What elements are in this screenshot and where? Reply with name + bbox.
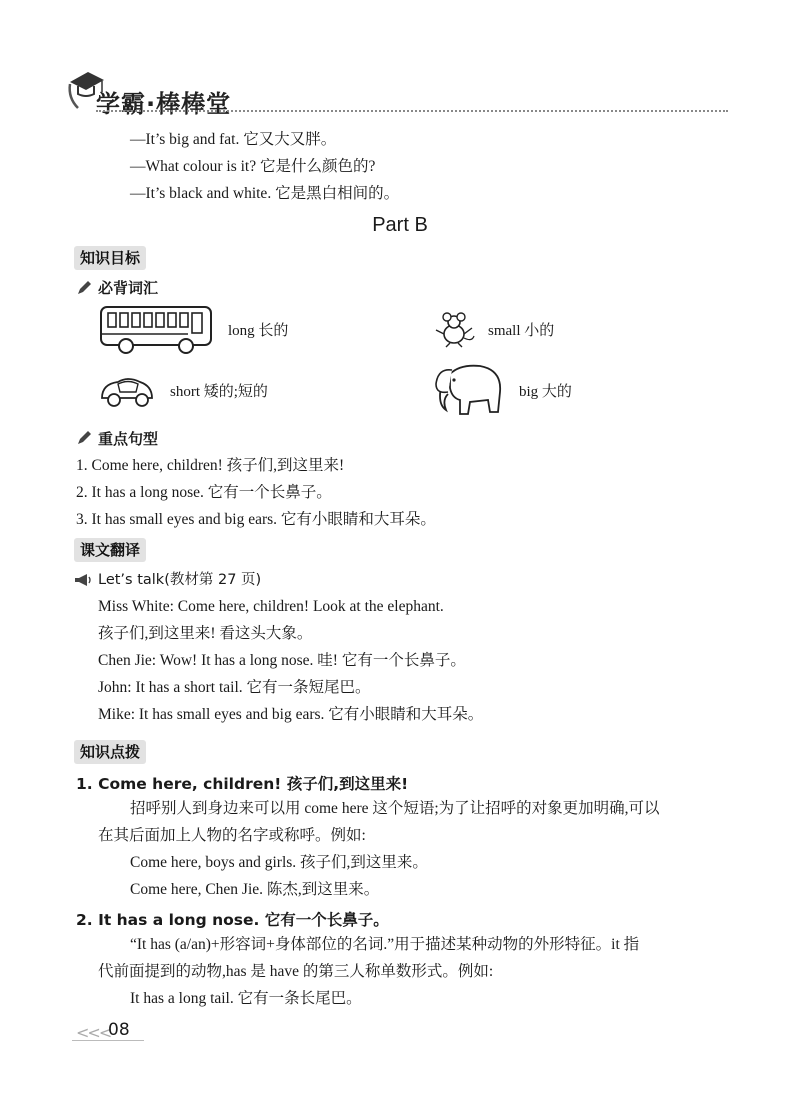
- header-logo-text: 学霸·棒棒堂: [96, 90, 232, 118]
- dialogue-line: Mike: It has small eyes and big ears. 它有小眼睛和大耳朵。: [98, 706, 484, 723]
- point-paragraph: 在其后面加上人物的名字或称呼。例如:: [98, 827, 366, 844]
- vocab-word-big: big 大的: [519, 384, 572, 400]
- vocab-word-long: long 长的: [228, 323, 289, 339]
- point-example: Come here, Chen Jie. 陈杰,到这里来。: [130, 881, 380, 898]
- point-heading: 2. It has a long nose. 它有一个长鼻子。: [76, 911, 389, 929]
- point-paragraph: 招呼别人到身边来可以用 come here 这个短语;为了让招呼的对象更加明确,可以: [130, 800, 660, 817]
- intro-line: —What colour is it? 它是什么颜色的?: [130, 158, 376, 175]
- car-icon: [98, 372, 156, 410]
- pencil-icon: [76, 430, 92, 446]
- part-title: Part B: [372, 214, 428, 236]
- vocab-word-small: small 小的: [488, 323, 555, 339]
- mouse-icon: [432, 310, 476, 348]
- megaphone-icon: [74, 573, 92, 587]
- page-number: 08: [108, 1020, 130, 1040]
- header-divider: [96, 110, 728, 112]
- point-paragraph: “It has (a/an)+形容词+身体部位的名词.”用于描述某种动物的外形特征。it 指: [130, 936, 640, 953]
- point-paragraph: 代前面提到的动物,has 是 have 的第三人称单数形式。例如:: [98, 963, 494, 980]
- bus-icon: [98, 304, 214, 356]
- section-tag-translation: 课文翻译: [74, 538, 146, 562]
- point-example: It has a long tail. 它有一条长尾巴。: [130, 990, 362, 1007]
- key-sentence: 2. It has a long nose. 它有一个长鼻子。: [76, 484, 332, 501]
- sentence-heading: 重点句型: [98, 430, 159, 448]
- key-sentence: 3. It has small eyes and big ears. 它有小眼睛和大耳朵。: [76, 511, 436, 528]
- talk-heading: Let’s talk(教材第 27 页): [98, 572, 262, 588]
- elephant-icon: [430, 360, 506, 420]
- point-heading: 1. Come here, children! 孩子们,到这里来!: [76, 775, 409, 793]
- intro-line: —It’s black and white. 它是黑白相间的。: [130, 185, 400, 202]
- point-example: Come here, boys and girls. 孩子们,到这里来。: [130, 854, 428, 871]
- dialogue-line: John: It has a short tail. 它有一条短尾巴。: [98, 679, 371, 696]
- dialogue-line: Miss White: Come here, children! Look at the elephant.: [98, 598, 444, 615]
- dialogue-line: Chen Jie: Wow! It has a long nose. 哇! 它有一个长鼻子。: [98, 652, 466, 669]
- section-tag-knowledge-goal: 知识目标: [74, 246, 146, 270]
- key-sentence: 1. Come here, children! 孩子们,到这里来!: [76, 457, 345, 474]
- footer-arrows: <<<: [76, 1023, 111, 1042]
- vocab-word-short: short 矮的;短的: [170, 384, 268, 400]
- dialogue-line: 孩子们,到这里来! 看这头大象。: [98, 625, 313, 642]
- pencil-icon: [76, 280, 92, 296]
- footer-divider: [72, 1040, 144, 1041]
- vocab-heading: 必背词汇: [98, 279, 159, 297]
- section-tag-knowledge-points: 知识点拨: [74, 740, 146, 764]
- intro-line: —It’s big and fat. 它又大又胖。: [130, 131, 337, 148]
